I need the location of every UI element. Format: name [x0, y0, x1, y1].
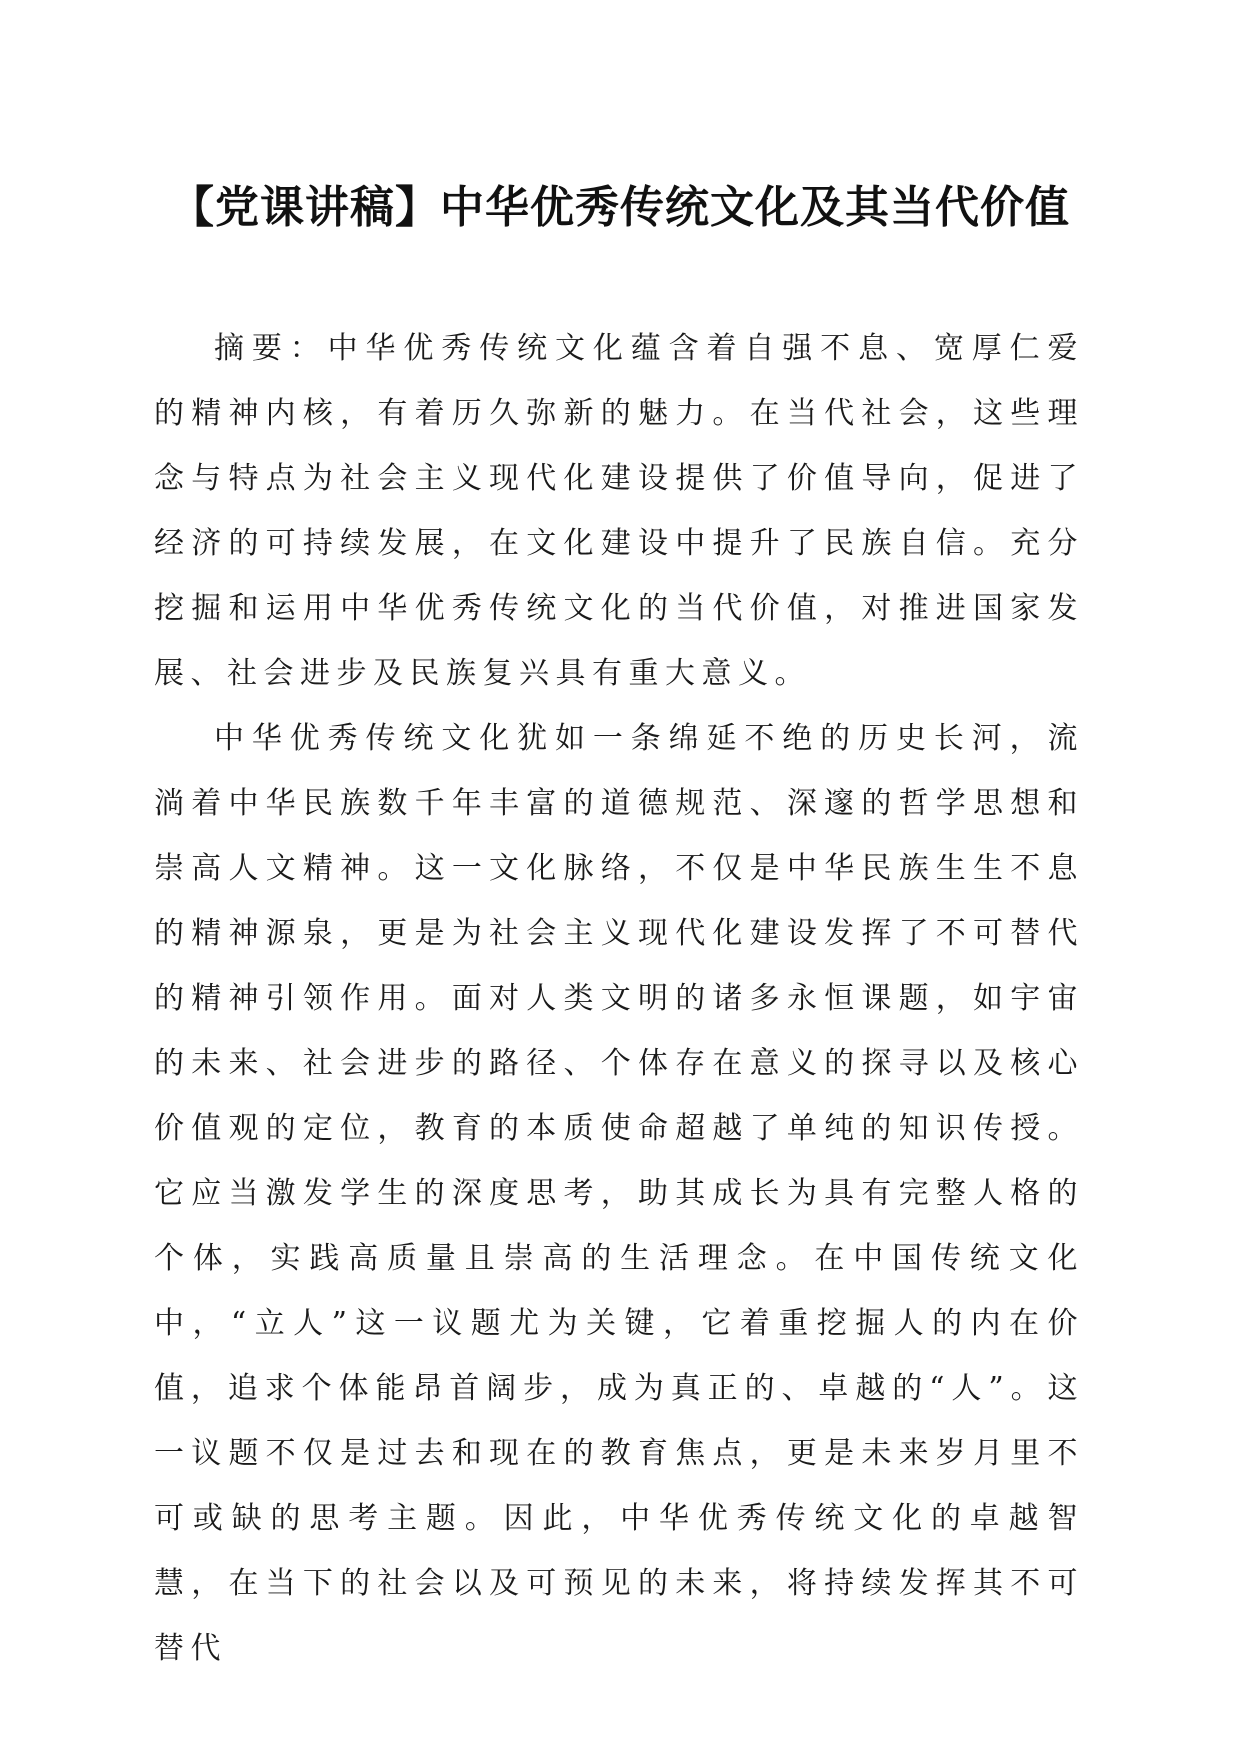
- body-paragraph: 中华优秀传统文化犹如一条绵延不绝的历史长河，流淌着中华民族数千年丰富的道德规范、深邃的哲学思想和崇高人文精神。这一文化脉络，不仅是中华民族生生不息的精神源泉，更是为社会主义现代化建设发挥了不可替代的精神引领作用。面对人类文明的诸多永恒课题，如宇宙的未来、社会进步的路径、个体存在意义的探寻以及核心价值观的定位，教育的本质使命超越了单纯的知识传授。它应当激发学生的深度思考，助其成长为具有完整人格的个体，实践高质量且崇高的生活理念。在中国传统文化中，“立人”这一议题尤为关键，它着重挖掘人的内在价值，追求个体能昂首阔步，成为真正的、卓越的“人”。这一议题不仅是过去和现在的教育焦点，更是未来岁月里不可或缺的思考主题。因此，中华优秀传统文化的卓越智慧，在当下的社会以及可预见的未来，将持续发挥其不可替代: [154, 721, 1084, 1666]
- document-title: 【党课讲稿】中华优秀传统文化及其当代价值: [170, 182, 1070, 233]
- document-body: [154, 316, 1084, 1681]
- abstract-paragraph: 摘要：中华优秀传统文化蕴含着自强不息、宽厚仁爱的精神内核，有着历久弥新的魅力。在当代社会，这些理念与特点为社会主义现代化建设提供了价值导向，促进了经济的可持续发展，在文化建设中提升了民族自信。充分挖掘和运用中华优秀传统文化的当代价值，对推进国家发展、社会进步及民族复兴具有重大意义。: [154, 331, 1084, 691]
